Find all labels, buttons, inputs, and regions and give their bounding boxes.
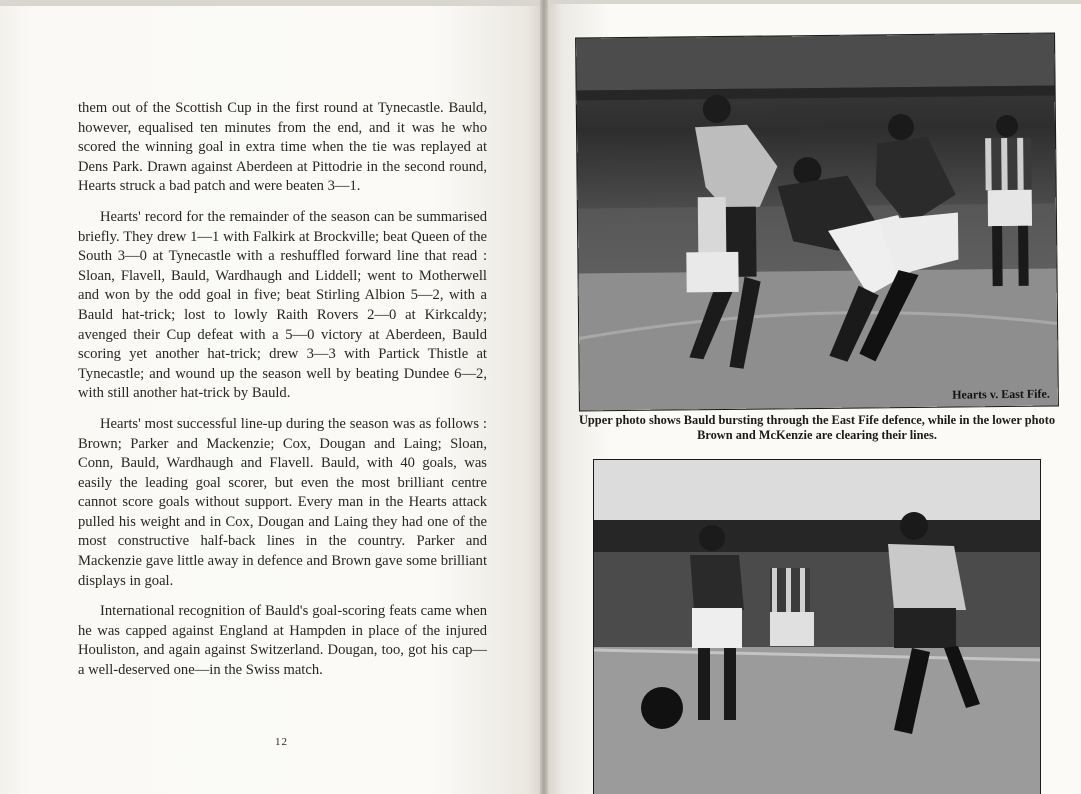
paragraph: them out of the Scottish Cup in the first round at Tynecastle. Bauld, however, equalised ten minutes from the end, and it was he who scored the winning goal in extra time when the tie was replayed at Dens Park. Drawn against Aberdeen at Pittodrie in the second round, Hearts struck a bad patch and were beaten 3—1. bbox=[78, 100, 487, 195]
upper-photo bbox=[576, 34, 1058, 411]
page-number: 12 bbox=[275, 736, 288, 748]
book-gutter bbox=[540, 0, 548, 794]
photo-caption: Upper photo shows Bauld bursting through the East Fife defence, while in the lower photo Brown and McKenzie are clearing their lines. bbox=[578, 413, 1056, 442]
lower-photo bbox=[594, 460, 1040, 794]
article-body bbox=[78, 99, 487, 692]
paragraph: International recognition of Bauld's goal-scoring feats came when he was capped against England at Hampden in place of the injured Houliston, and again against Switzerland. Dougan, too, got his cap—a well-deserved one—in the Swiss match. bbox=[78, 603, 487, 679]
upper-photo-title: Hearts v. East Fife. bbox=[952, 386, 1050, 402]
lower-photo-scene bbox=[594, 460, 1040, 794]
upper-photo-scene bbox=[576, 34, 1058, 411]
paragraph: Hearts' record for the remainder of the season can be summarised briefly. They drew 1—1 with Falkirk at Brockville; beat Queen of the South 3—0 at Tynecastle with a reshuffled forward line that read : Sloan, Flavell, Bauld, Wardhaugh and Liddell; went to Motherwell and won by the odd goal in five; beat Stirling Albion 5—2, with a Bauld hat-trick; lost to lowly Raith Rovers 2—0 at Kirkcaldy; avenged their Cup defeat with a 5—0 victory at Aberdeen, Bauld scoring yet another hat-trick; drew 3—3 with Partick Thistle at Tynecastle; and wound up the season well by beating Dundee 6—2, with still another hat-trick by Bauld. bbox=[78, 208, 487, 402]
paragraph: Hearts' most successful line-up during the season was as follows : Brown; Parker and Mackenzie; Cox, Dougan and Laing; Sloan, Conn, Bauld, Wardhaugh and Flavell. Bauld, with 40 goals, was easily the leading goal scorer, but even the most brilliant centre cannot score goals without support. Every man in the Hearts attack pulled his weight and in Cox, Dougan and Laing they had one of the most constructive half-back lines in the country. Parker and Mackenzie gave little away in defence and Brown gave some brilliant displays in goal. bbox=[78, 415, 487, 589]
